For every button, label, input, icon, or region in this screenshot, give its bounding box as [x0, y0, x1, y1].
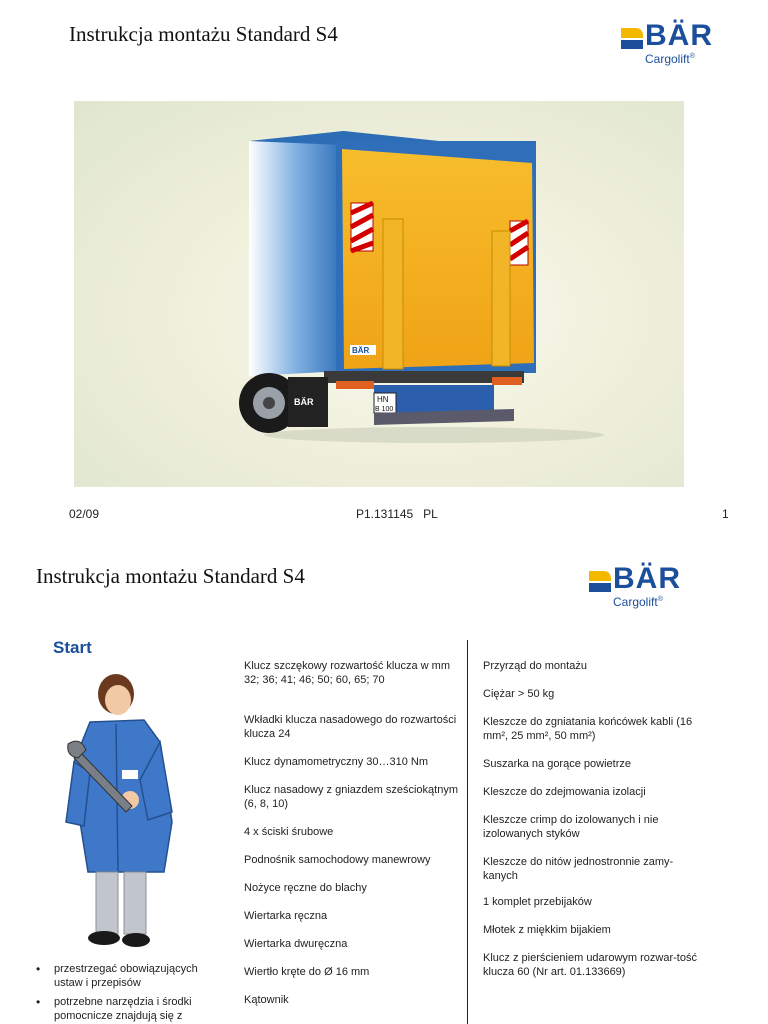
logo-mark-icon — [621, 26, 643, 50]
tail-light-left — [336, 381, 374, 389]
bar-cargolift-logo — [621, 19, 741, 74]
tool-item: Klucz nasadowy z gniazdem sześciokątnym (6, 8, 10) — [244, 784, 458, 810]
requirements-list — [28, 962, 218, 1024]
warning-stripes-left — [351, 203, 373, 251]
tool-item: Nożyce ręczne do blachy — [244, 882, 367, 894]
bullet-item: • potrzebne narzędzia i środki pomocnicze znajdują się z — [28, 995, 218, 1023]
tool-item: Klucz szczękowy rozwartość klucza w mm 32; 36; 41; 46; 50; 60, 65; 70 — [244, 660, 450, 686]
footer-date: 02/09 — [69, 507, 100, 521]
license-plate-line2: B 100 — [375, 406, 394, 413]
footer-doc-id: P1.131145 PL — [356, 507, 438, 521]
tool-item: Kleszcze do nitów jednostronnie zamy-kanych — [483, 856, 674, 882]
logo-brand-text: BÄR — [613, 562, 681, 595]
logo-mark-icon — [589, 569, 611, 593]
tool-item: Wiertło kręte do Ø 16 mm — [244, 966, 370, 978]
tool-item: Wiertarka dwuręczna — [244, 938, 348, 950]
truck-tail-lift-illustration — [74, 101, 684, 487]
tool-item: Ciężar > 50 kg — [483, 688, 555, 700]
tool-item: Wkładki klucza nasadowego do rozwartości klucza 24 — [244, 714, 457, 740]
tool-item: Suszarka na gorące powietrze — [483, 758, 631, 770]
column-divider — [467, 640, 468, 1024]
start-heading: Start — [53, 638, 92, 657]
tool-item: Młotek z miękkim bijakiem — [483, 924, 611, 936]
logo-brand-text: BÄR — [645, 19, 713, 52]
warning-stripes-right — [510, 221, 528, 265]
truck-box-side — [249, 131, 344, 376]
platform-brand-text: BÄR — [352, 346, 370, 355]
bar-cargolift-logo-page2 — [589, 562, 709, 617]
tool-item: Klucz dynamometryczny 30…310 Nm — [244, 756, 429, 768]
tail-light-right — [492, 377, 522, 385]
logo-subtitle: Cargolift® — [645, 52, 695, 66]
tools-list-middle — [244, 659, 459, 1024]
worker-with-wrench-illustration — [60, 672, 190, 962]
license-plate-line1: HN — [377, 395, 389, 404]
tool-item: Wiertarka ręczna — [244, 910, 328, 922]
tool-item: Kleszcze do zdejmowania izolacji — [483, 786, 646, 798]
tool-item: Podnośnik samochodowy manewrowy — [244, 854, 431, 866]
footer-page-number: 1 — [722, 507, 729, 521]
lift-arm-left — [383, 219, 403, 369]
tool-item: Kleszcze crimp do izolowanych i nie izolowanych styków — [483, 814, 659, 840]
lift-arm-right — [492, 231, 510, 366]
tool-item: Przyrząd do montażu — [483, 660, 587, 672]
tool-item: Klucz z pierścieniem udarowym rozwar-tość klucza 60 (Nr art. 01.133669) — [483, 952, 697, 978]
tool-item: Kleszcze do zgniatania końcówek kabli (16 mm², 25 mm², 50 mm²) — [483, 716, 693, 742]
page1-title: Instrukcja montażu Standard S4 — [69, 22, 338, 46]
tool-item: 4 x ściski śrubowe — [244, 826, 334, 838]
tool-item: 1 komplet przebijaków — [483, 896, 592, 908]
tool-item: Kątownik — [244, 994, 289, 1006]
page2-title: Instrukcja montażu Standard S4 — [36, 564, 305, 588]
tools-list-right — [483, 659, 698, 1024]
logo-subtitle: Cargolift® — [613, 595, 663, 609]
mud-flap-brand: BÄR — [294, 397, 314, 407]
bullet-item: • przestrzegać obowiązujących ustaw i przepisów — [28, 962, 218, 990]
